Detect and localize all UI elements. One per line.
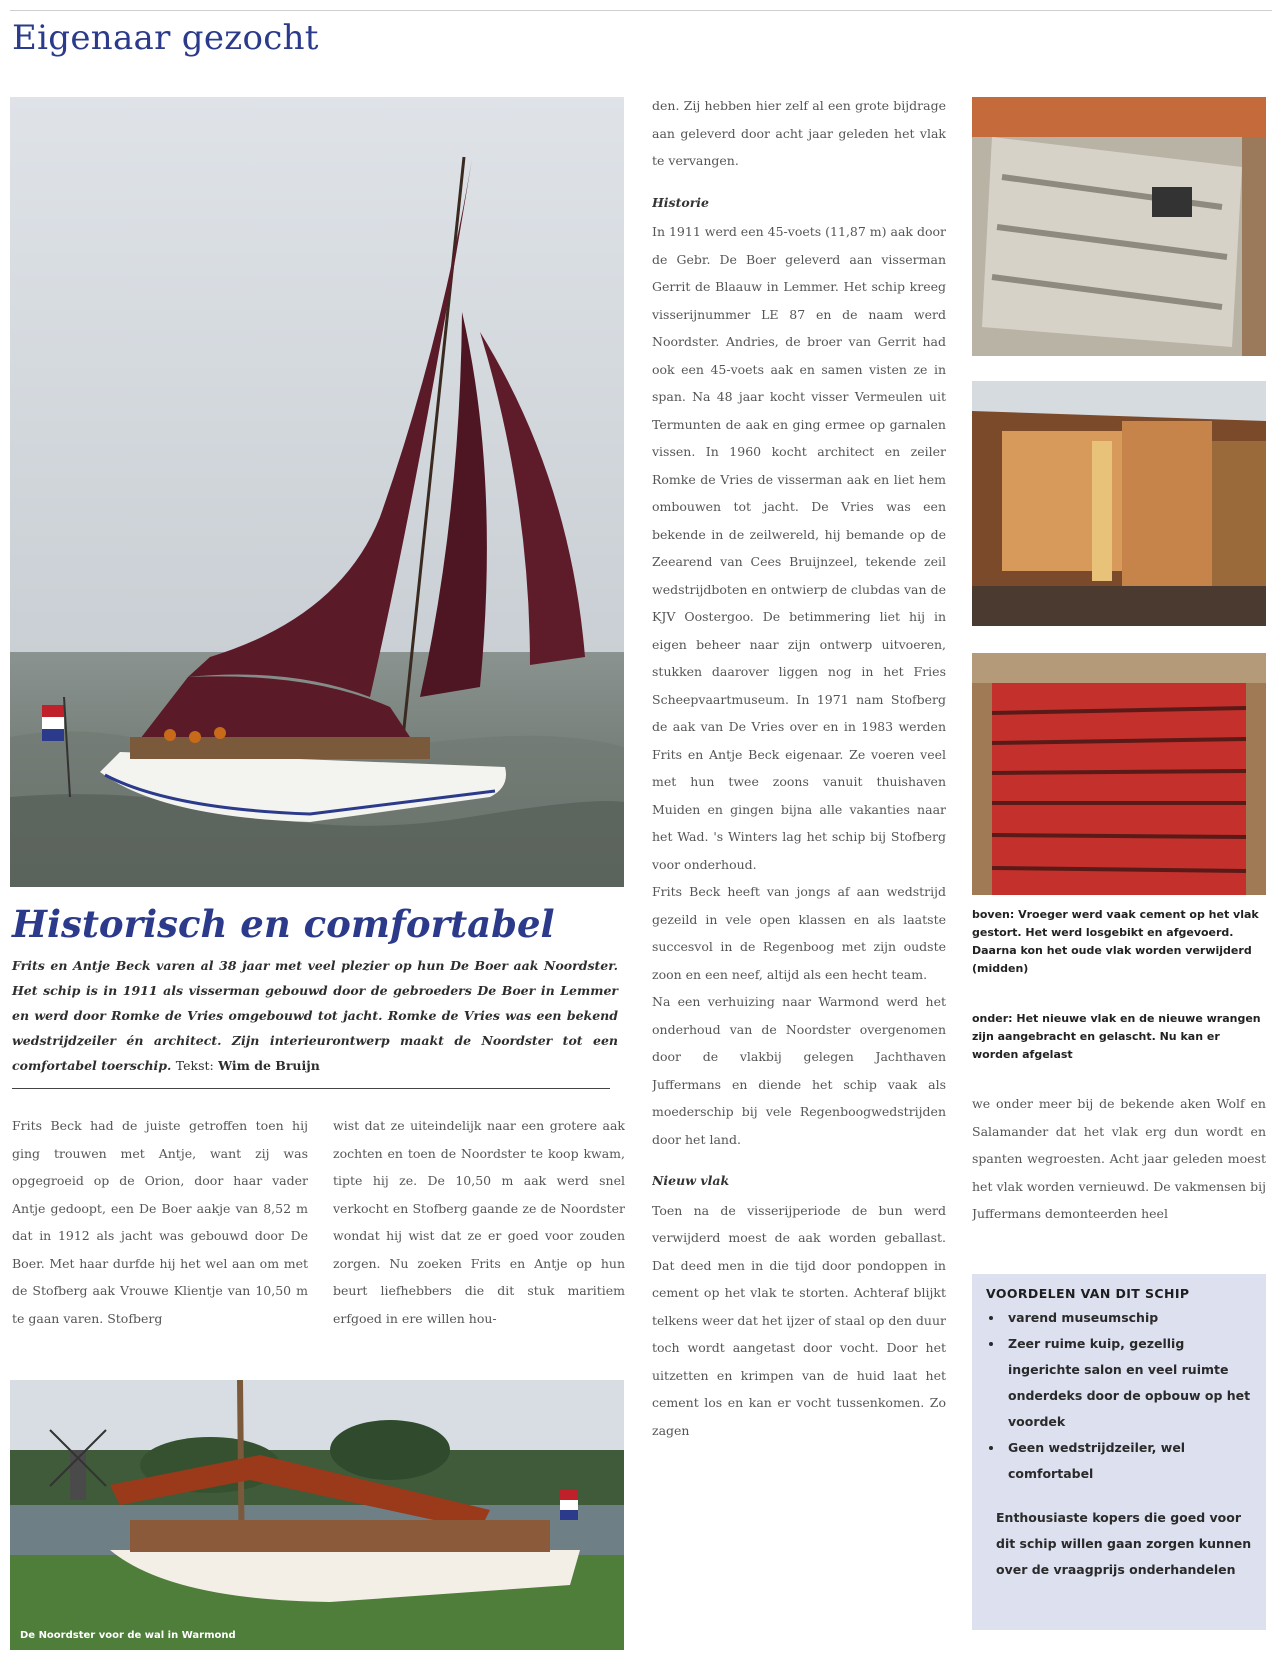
body-paragraph: Toen na de visserijperiode de bun werd verwijderd moest de aak worden geballast. Dat deed men in die tijd door pondoppen in cement op het vlak te storten. Achteraf blijkt telkens weer dat het ijzer of staal op den duur toch wordt aangetast door vocht. Door het uitzetten en krimpen van de huid laat het cement los en kan er vocht tussenkomen. Zo zagen: [652, 1202, 946, 1438]
section-title: Eigenaar gezocht: [12, 18, 319, 58]
body-paragraph: we onder meer bij de bekende aken Wolf en Salamander dat het vlak erg dun wordt en spanten wegroesten. Acht jaar geleden moest het vlak worden vernieuwd. De vakmensen bij Juffermans demonteerden heel: [972, 1096, 1266, 1221]
photo-new-hull-frames: [972, 653, 1266, 895]
body-column-right: [652, 92, 946, 1652]
body-paragraph: Na een verhuizing naar Warmond werd het onderhoud van de Noordster overgenomen door de vlakbij gelegen Jachthaven Juffermans en diende het schip vaak als moederschip bij vele Regenboogwedstrijden door het land.: [652, 994, 946, 1147]
top-rule: [10, 10, 1272, 11]
advantages-list: [986, 1305, 1252, 1487]
advantages-box: [972, 1274, 1266, 1630]
intro-text: Frits en Antje Beck varen al 38 jaar met veel plezier op hun De Boer aak Noordster. Het schip is in 1911 als visserman gebouwd door de gebroeders De Boer in Lemmer en werd door Romke de Vries omgebouwd tot jacht. Romke de Vries was een bekend wedstrijdzeiler én architect. Zijn interieurontwerp maakt de Noordster tot een comfortabel toerschip.: [12, 958, 618, 1073]
photo-cement-hull: [972, 97, 1266, 356]
subhead-historie: Historie: [652, 194, 709, 210]
moored-boat-photo: [10, 1380, 624, 1650]
body-paragraph: den. Zij hebben hier zelf al een grote bijdrage aan geleverd door acht jaar geleden het vlak te vervangen.: [652, 98, 946, 168]
advantages-title: VOORDELEN VAN DIT SCHIP: [986, 1286, 1190, 1301]
advantages-closing: Enthousiaste kopers die goed voor dit schip willen gaan zorgen kunnen over de vraagprijs onderhandelen: [996, 1510, 1252, 1577]
body-column-middle: [333, 1112, 625, 1352]
author-name: Wim de Bruijn: [218, 1058, 320, 1073]
body-paragraph: In 1911 werd een 45-voets (11,87 m) aak door de Gebr. De Boer geleverd aan visserman Gerrit de Blaauw in Lemmer. Het schip kreeg visserijnummer LE 87 en de naam werd Noordster. Andries, de broer van Gerrit had ook een 45-voets aak en samen visten ze in span. Na 48 jaar kocht visser Vermeulen uit Termunten de aak en ging ermee op garnalen vissen. In 1960 kocht architect en zeiler Romke de Vries de visserman aak en liet hem ombouwen tot jacht. De Vries was een bekende in de zeilwereld, hij bemande op de Zeearend van Cees Bruijnzeel, tekende zeil wedstrijdboten en ontwierp de clubdas van de KJV Oostergoo. De betimmering liet hij in eigen beheer naar zijn ontwerp uitvoeren, stukken daarover liggen nog in het Fries Scheepvaartmuseum. In 1971 nam Stofberg de aak van De Vries over en in 1983 werden Frits en Antje Beck eigenaar. Ze voeren veel met hun twee zoons vanuit thuishaven Muiden en gingen bijna alle vakanties naar het Wad. 's Winters lag het schip bij Stofberg voor onderhoud.: [652, 224, 946, 872]
main-sailing-photo: [10, 97, 624, 887]
article-headline: Historisch en comfortabel: [12, 902, 555, 946]
credit-label: Tekst:: [175, 1058, 214, 1073]
article-intro: [12, 953, 618, 1078]
far-right-body: [972, 1090, 1266, 1256]
photo-caption-bottom: onder: Het nieuwe vlak en de nieuwe wrangen zijn aangebracht en gelascht. Nu kan er worden afgelast: [972, 1012, 1261, 1061]
body-column-left: [12, 1112, 308, 1352]
body-paragraph: Frits Beck heeft van jongs af aan wedstrijd gezeild in vele open klassen en als laatste succesvol in de Regenboog met zijn oudste zoon en een neef, altijd als een hecht team.: [652, 884, 946, 982]
intro-rule: [12, 1088, 610, 1089]
body-paragraph: wist dat ze uiteindelijk naar een grotere aak zochten en toen de Noordster te koop kwam, tipte hij ze. De 10,50 m aak werd snel verkocht en Stofberg gaande ze de Noordster wondat hij wist dat ze er goed voor zouden zorgen. Nu zoeken Frits en Antje op hun beurt liefhebbers die dit stuk maritiem erfgoed in ere willen hou-: [333, 1118, 625, 1326]
body-paragraph: Frits Beck had de juiste getroffen toen hij ging trouwen met Antje, want zij was opgegroeid op de Orion, door haar vader Antje gedoopt, een De Boer aakje van 8,52 m dat in 1912 als jacht was gebouwd door De Boer. Met haar durfde hij het wel aan om met de Stofberg aak Vrouwe Klientje van 10,50 m te gaan varen. Stofberg: [12, 1118, 308, 1326]
photo-hull-interior: [972, 381, 1266, 626]
photo-caption-top: boven: Vroeger werd vaak cement op het vlak gestort. Het werd losgebikt en afgevoerd. Daarna kon het oude vlak worden verwijderd (midden): [972, 908, 1259, 975]
advantage-item: • Zeer ruime kuip, gezellig ingerichte salon en veel ruimte onderdeks door de opbouw op het voordek: [1004, 1331, 1252, 1435]
advantage-item: • Geen wedstrijdzeiler, wel comfortabel: [1004, 1435, 1252, 1487]
subhead-nieuw-vlak: Nieuw vlak: [652, 1173, 730, 1188]
photo-caption: De Noordster voor de wal in Warmond: [20, 1630, 236, 1641]
advantage-item: • varend museumschip: [1004, 1305, 1252, 1331]
